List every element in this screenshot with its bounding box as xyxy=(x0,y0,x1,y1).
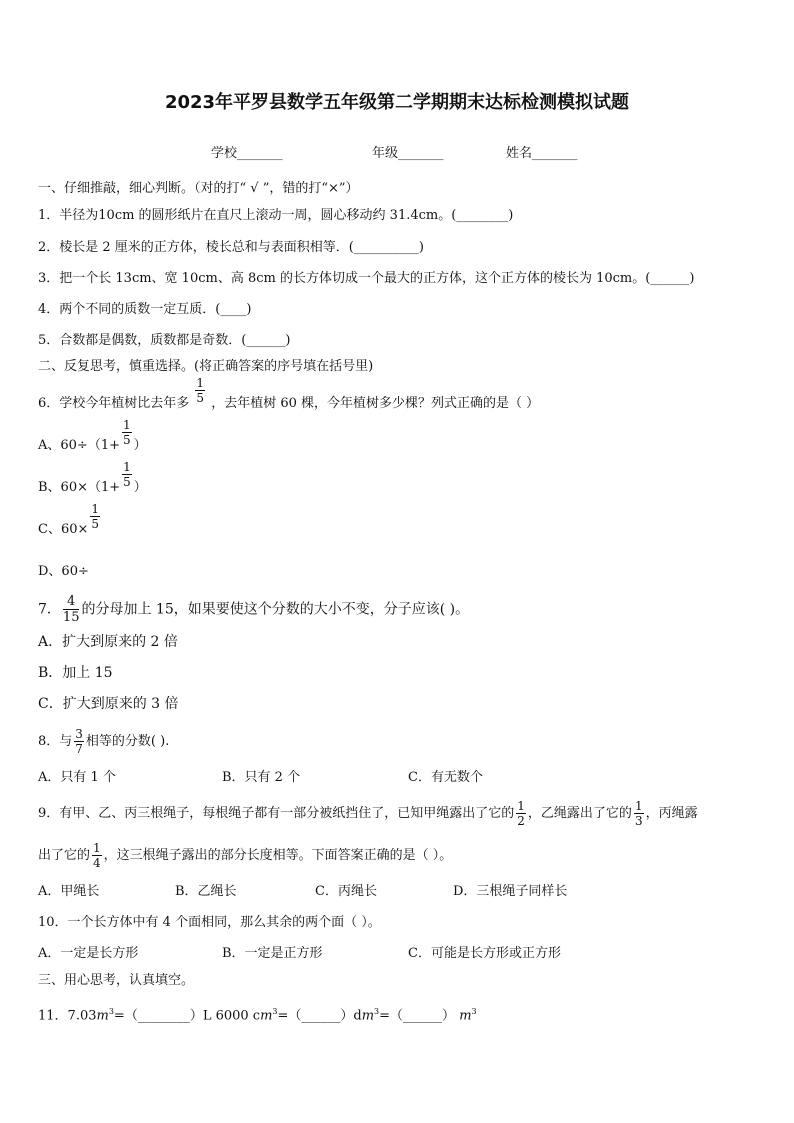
q10-option-c: C．可能是长方形或正方形 xyxy=(408,946,561,961)
q9-option-d: D．三根绳子同样长 xyxy=(453,884,568,899)
q6-option-a: A、60÷（1+ $\frac{1}{5}$ ） xyxy=(38,418,147,453)
question-11: 11．$7.03m^3=(\_\_\_\_\_\_\_\_)L$ 6000 $cm^3=(\_\_\_\_\_\_)dm^3=(\_\_\_\_\_\_)$ $m^3$ xyxy=(38,1007,477,1024)
q6-b-fraction: $\frac{1}{5}$ xyxy=(123,460,131,489)
q7-option-c: C．扩大到原来的 3 倍 xyxy=(38,696,179,712)
q6-fraction: $\frac{1}{5}$ xyxy=(196,376,205,405)
q7-fraction: $\frac{4}{15}$ xyxy=(62,594,80,625)
section1-heading: 一、仔细推敲，细心判断。（对的打“ √ ”，错的打“×”） xyxy=(38,181,359,196)
q8-option-b: B．只有 2 个 xyxy=(222,770,301,785)
question-7: 7． $\frac{4}{15}$ 的分母加上 15，如果要使这个分数的大小不变，分子应该( )。 xyxy=(38,594,470,625)
q8-fraction: $\frac{3}{7}$ xyxy=(75,727,83,756)
school-field: 学校_______ xyxy=(211,146,283,161)
question-5: 5．合数都是偶数，质数都是奇数．(______) xyxy=(38,333,291,348)
question-8: 8．与 $\frac{3}{7}$ 相等的分数( ). xyxy=(38,727,170,756)
name-field: 姓名_______ xyxy=(506,146,578,161)
q6-before: 6．学校今年植树比去年多 xyxy=(38,396,190,411)
question-6 xyxy=(38,376,540,417)
q6-c-fraction: $\frac{1}{5}$ xyxy=(91,502,100,531)
question-3: 3．把一个长 13cm、宽 10cm、高 8cm 的长方体切成一个最大的正方体，这个正方体的棱长为 10cm。(______) xyxy=(38,271,695,286)
question-9-line2: 出了它的 $\frac{1}{4}$ ，这三根绳子露出的部分长度相等。下面答案正确的是（ ）。 xyxy=(38,841,453,870)
q9-fraction-2: $\frac{1}{3}$ xyxy=(634,799,643,828)
section2-heading: 二、反复思考，慎重选择。(将正确答案的序号填在括号里) xyxy=(38,359,374,374)
q6-after: ，去年植树 60 棵，今年植树多少棵？列式正确的是（ ） xyxy=(211,396,540,411)
q6-option-b: B、60×（1+ $\frac{1}{5}$ ） xyxy=(38,460,147,495)
q9-fraction-1: $\frac{1}{2}$ xyxy=(517,799,525,828)
q7-option-a: A．扩大到原来的 2 倍 xyxy=(38,634,178,650)
q9-option-c: C．丙绳长 xyxy=(315,884,377,899)
section3-heading: 三、用心思考，认真填空。 xyxy=(38,973,195,988)
exam-title: 2023年平罗县数学五年级第二学期期末达标检测模拟试题 xyxy=(164,92,630,113)
question-4: 4．两个不同的质数一定互质．(____) xyxy=(38,302,252,317)
grade-field: 年级_______ xyxy=(372,146,444,161)
q9-fraction-3: $\frac{1}{4}$ xyxy=(93,841,101,870)
q10-option-a: A．一定是长方形 xyxy=(38,946,139,961)
q7-option-b: B．加上 15 xyxy=(38,665,113,681)
question-1: 1．半径为10cm 的圆形纸片在直尺上滚动一周，圆心移动约 31.4cm。(________) xyxy=(38,208,514,223)
q6-option-c: C、60× $\frac{1}{5}$ xyxy=(38,502,100,537)
q8-option-c: C．有无数个 xyxy=(408,770,483,785)
q9-option-b: B．乙绳长 xyxy=(175,884,237,899)
q6-a-fraction: $\frac{1}{5}$ xyxy=(123,418,131,447)
question-10: 10．一个长方体中有 4 个面相同，那么其余的两个面（ ）。 xyxy=(38,915,381,930)
q6-option-d: D、60÷ xyxy=(38,564,89,579)
q8-option-a: A．只有 1 个 xyxy=(38,770,116,785)
question-2: 2．棱长是 2 厘米的正方体，棱长总和与表面积相等．(__________) xyxy=(38,240,424,255)
q10-option-b: B．一定是正方形 xyxy=(222,946,323,961)
question-9-line1: 9．有甲、乙、丙三根绳子，每根绳子都有一部分被纸挡住了，已知甲绳露出了它的 $\frac{1}{2}$ ，乙绳露出了它的 $\frac{1}{3}$ ，丙绳露 xyxy=(38,799,698,828)
q9-option-a: A．甲绳长 xyxy=(38,884,100,899)
